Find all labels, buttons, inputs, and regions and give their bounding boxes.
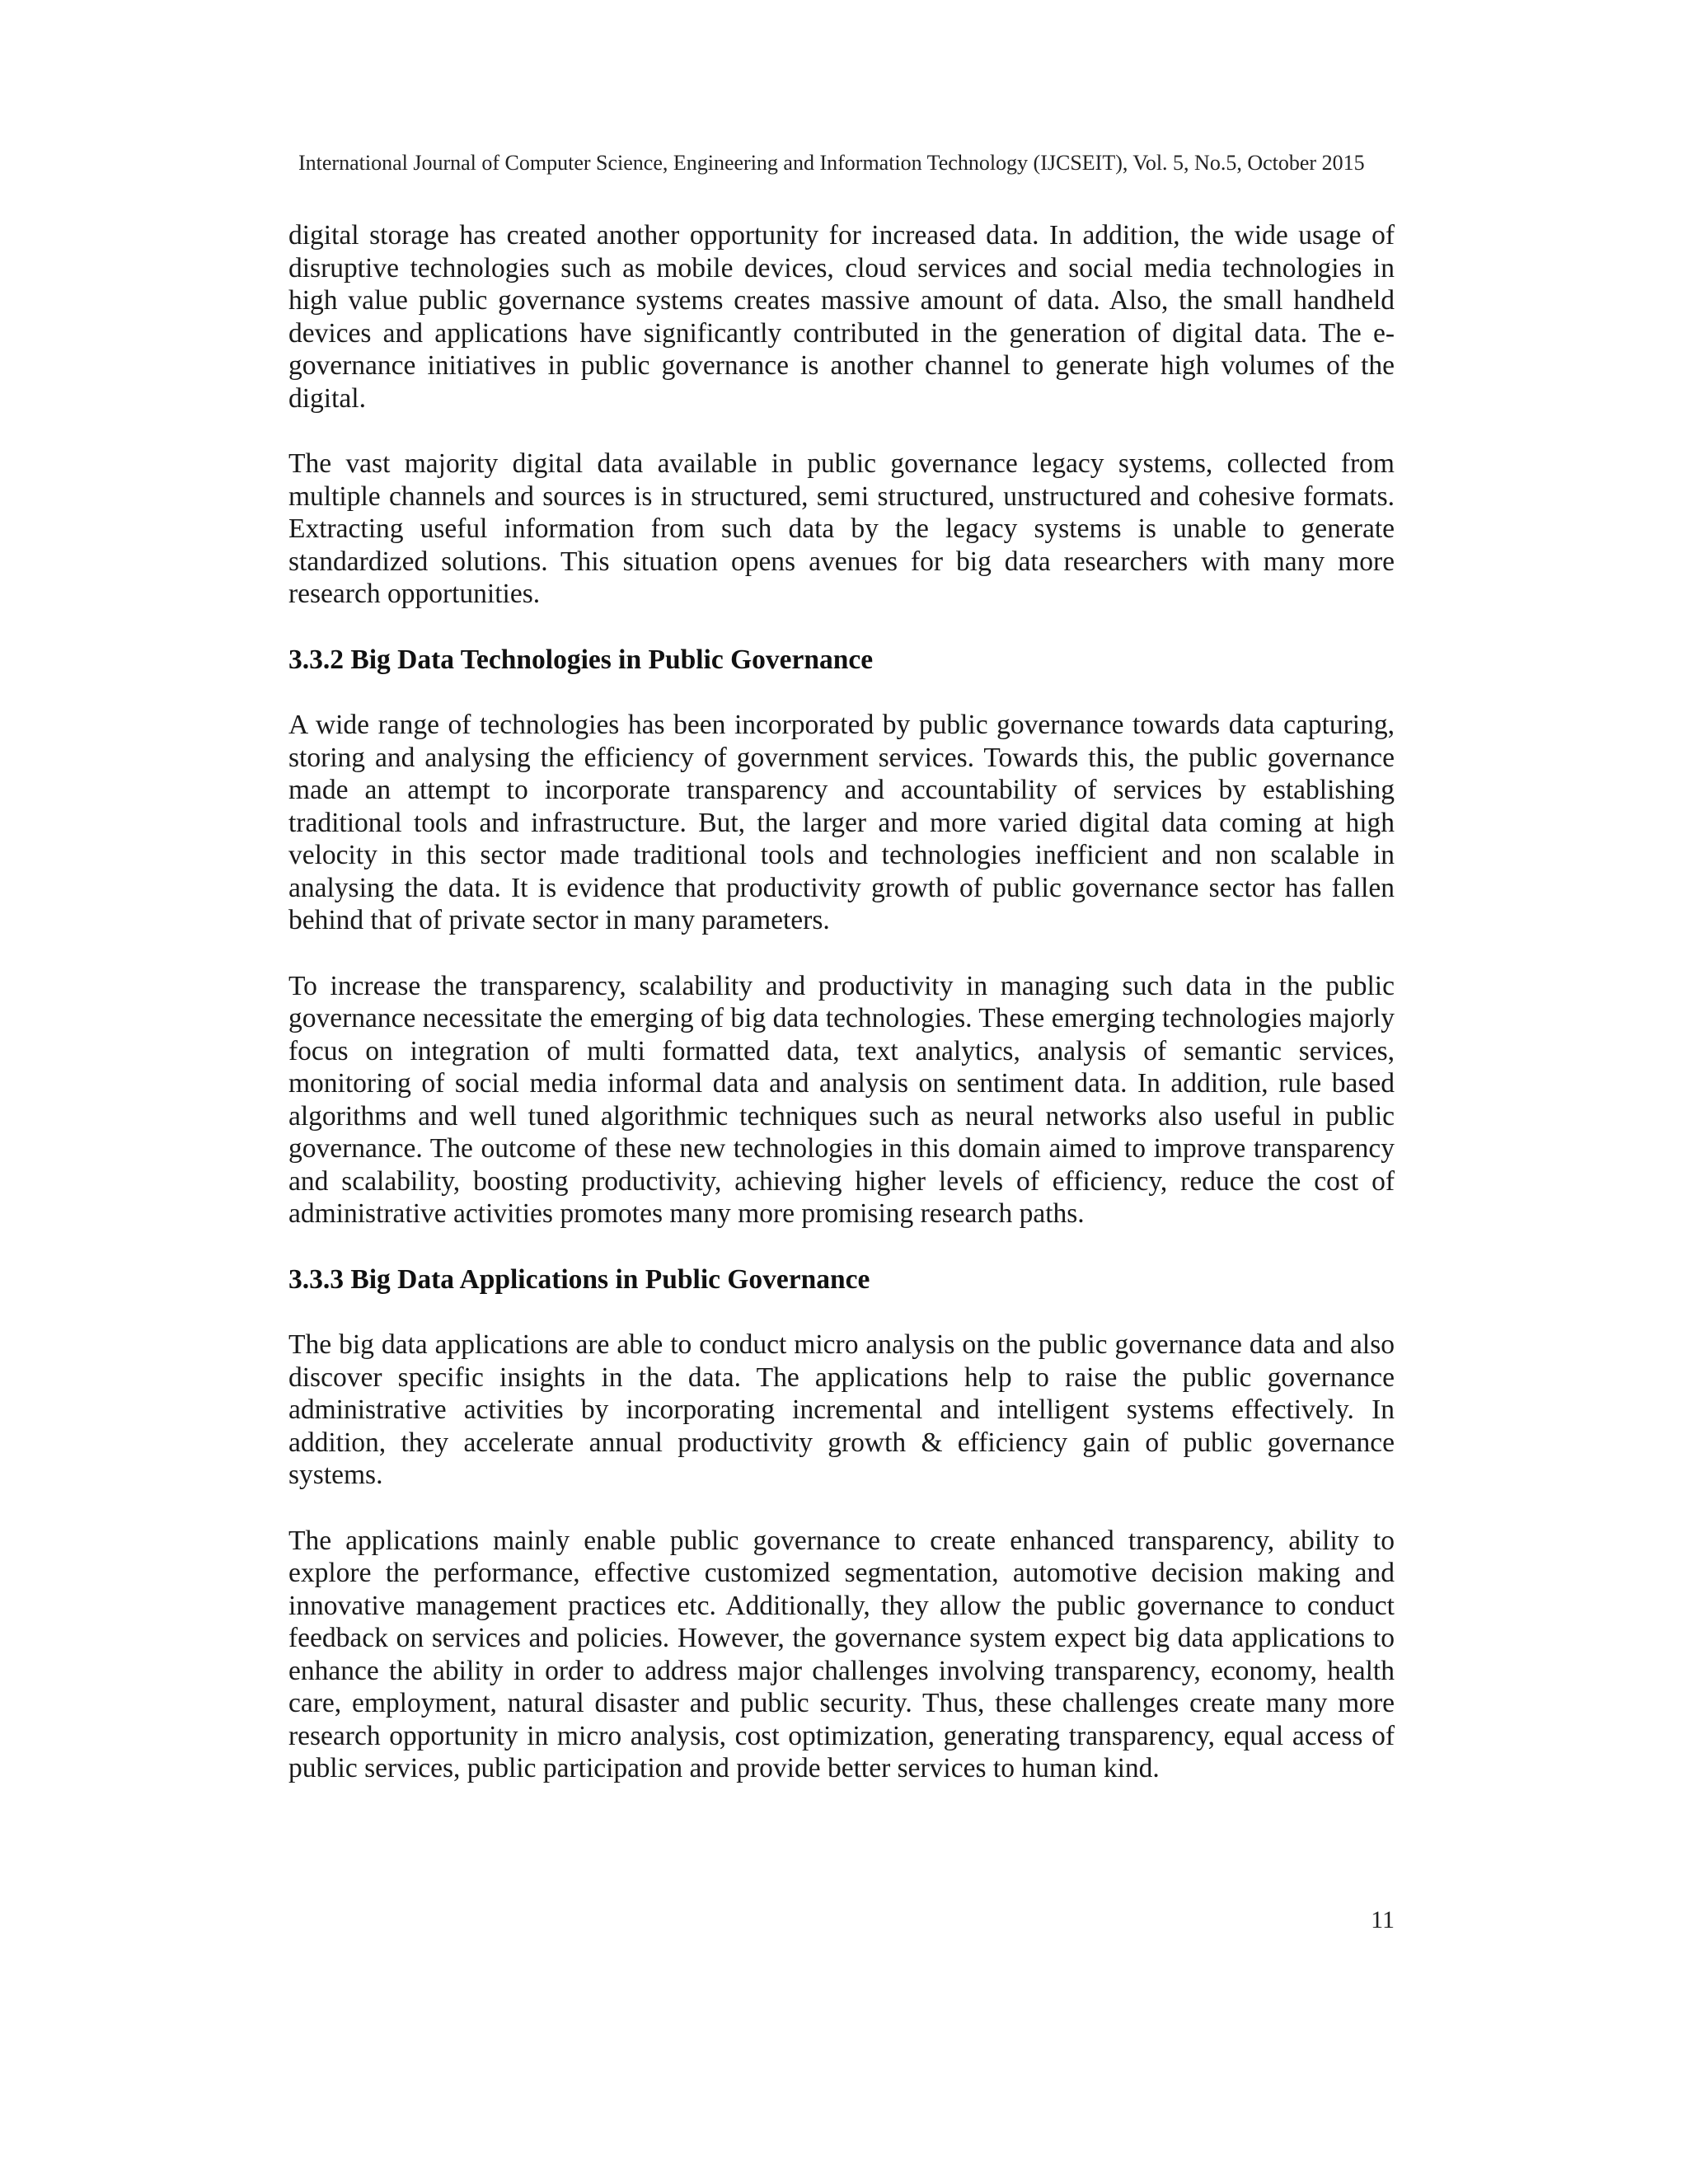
section-heading-3-3-3: 3.3.3 Big Data Applications in Public Governance [288, 1263, 870, 1295]
body-paragraph-applications-benefits: The applications mainly enable public governance to create enhanced transparency, ability to explore the performance, effective customized segmentation, automotive decision making and innovative management practices etc. Additionally, they allow the public governance to conduct feedback on services and policies. However, the governance system expect big data applications to enhance the ability in order to address major challenges involving transparency, economy, health care, employment, natural disaster and public security. Thus, these challenges create many more research opportunity in micro analysis, cost optimization, generating transparency, equal access of public services, public participation and provide better services to human kind. [288, 1525, 1395, 1783]
body-paragraph-emerging-technologies: To increase the transparency, scalability and productivity in managing such data in the public governance necessitate the emerging of big data technologies. These emerging technologies majorly focus on integration of multi formatted data, text analytics, analysis of semantic services, monitoring of social media informal data and analysis on sentiment data. In addition, rule based algorithms and well tuned algorithmic techniques such as neural networks also useful in public governance. The outcome of these new technologies in this domain aimed to improve transparency and scalability, boosting productivity, achieving higher levels of efficiency, reduce the cost of administrative activities promotes many more promising research paths. [288, 970, 1395, 1229]
page-number: 11 [1371, 1906, 1395, 1933]
body-paragraph-technologies-intro: A wide range of technologies has been incorporated by public governance towards data capturing, storing and analysing the efficiency of government services. Towards this, the public governance made an attempt to incorporate transparency and accountability of services by establishing traditional tools and infrastructure. But, the larger and more varied digital data coming at high velocity in this sector made traditional tools and technologies inefficient and non scalable in analysing the data. It is evidence that productivity growth of public governance sector has fallen behind that of private sector in many parameters. [288, 710, 1395, 935]
section-heading-3-3-2: 3.3.2 Big Data Technologies in Public Governance [288, 644, 874, 675]
body-paragraph-legacy-systems: The vast majority digital data available in public governance legacy systems, collected from multiple channels and sources is in structured, semi structured, unstructured and cohesive formats. Extracting useful information from such data by the legacy systems is unable to generate standardized solutions. This situation opens avenues for big data researchers with many more research opportunities. [288, 448, 1395, 609]
body-paragraph-applications-intro: The big data applications are able to conduct micro analysis on the public governance data and also discover specific insights in the data. The applications help to raise the public governance administrative activities by incorporating incremental and intelligent systems effectively. In addition, they accelerate annual productivity growth & efficiency gain of public governance systems. [288, 1329, 1395, 1490]
main-content [288, 219, 1395, 1818]
running-header: International Journal of Computer Science, Engineering and Information Technology (IJCSEIT), Vol. 5, No.5, October 2015 [298, 151, 1365, 175]
body-paragraph-digital-storage: digital storage has created another opportunity for increased data. In addition, the wide usage of disruptive technologies such as mobile devices, cloud services and social media technologies in high value public governance systems creates massive amount of data. Also, the small handheld devices and applications have significantly contributed in the generation of digital data. The e-governance initiatives in public governance is another channel to generate high volumes of the digital. [288, 220, 1395, 414]
